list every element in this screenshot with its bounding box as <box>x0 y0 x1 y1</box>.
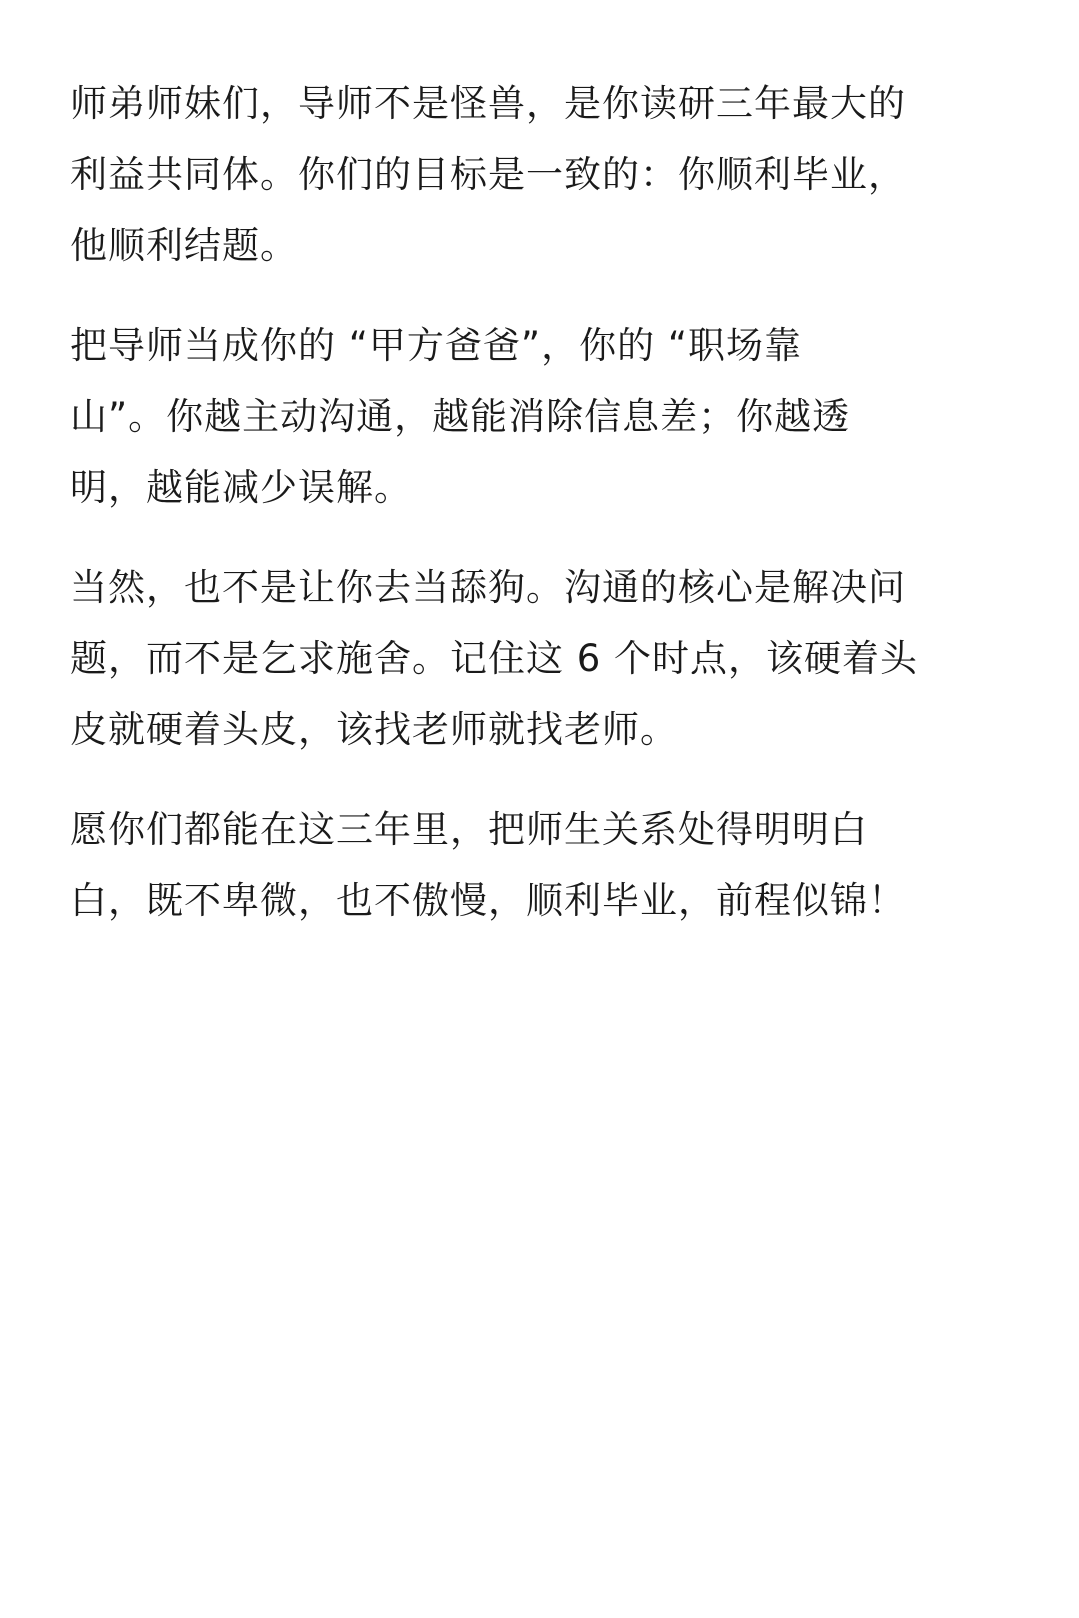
text-line: 当然，也不是让你去当舔狗。沟通的核心是解决问 <box>70 566 906 609</box>
text-line: 把导师当成你的 “甲方爸爸”，你的 “职场靠 <box>70 324 803 367</box>
paragraph-4 <box>70 794 980 936</box>
text-line: 他顺利结题。 <box>70 224 298 267</box>
text-line: 愿你们都能在这三年里，把师生关系处得明明白 <box>70 808 868 851</box>
text-line: 利益共同体。你们的目标是一致的：你顺利毕业， <box>70 153 906 196</box>
paragraph-3 <box>70 552 980 765</box>
text-line: 明，越能减少误解。 <box>70 466 412 509</box>
paragraph-1 <box>70 68 980 281</box>
paragraph-2 <box>70 310 980 523</box>
article-body <box>70 68 980 965</box>
text-line: 白，既不卑微，也不傲慢，顺利毕业，前程似锦！ <box>70 879 906 922</box>
text-line: 山”。你越主动沟通，越能消除信息差；你越透 <box>70 395 851 438</box>
text-line: 师弟师妹们，导师不是怪兽，是你读研三年最大的 <box>70 82 906 125</box>
text-line: 题，而不是乞求施舍。记住这 6 个时点，该硬着头 <box>70 637 919 680</box>
text-line: 皮就硬着头皮，该找老师就找老师。 <box>70 708 678 751</box>
